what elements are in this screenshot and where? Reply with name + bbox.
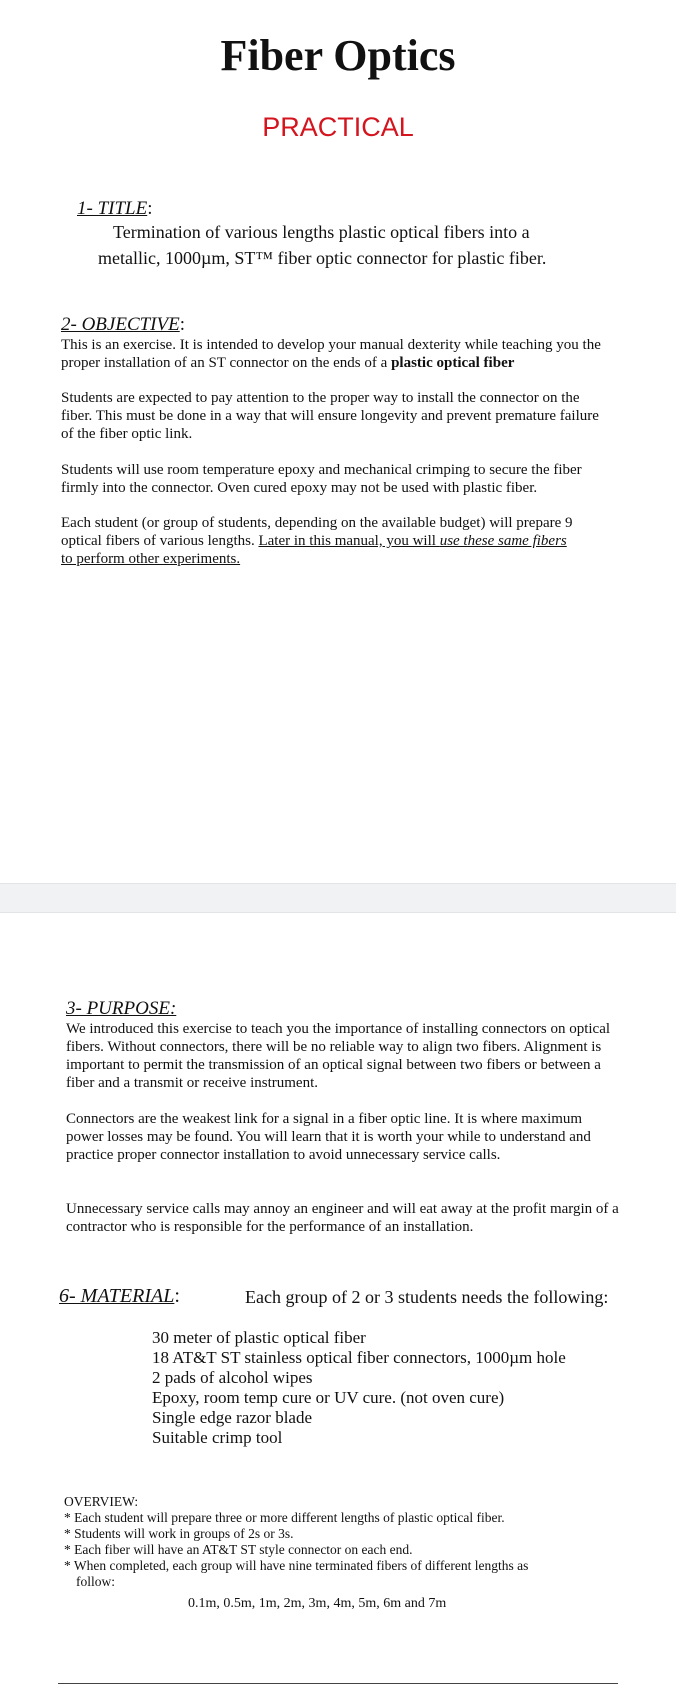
page-break [0,883,676,913]
objective-p4-underlined-2: to perform other experiments. [61,551,241,567]
overview-item: * When completed, each group will have nine terminated fibers of different lengths as [64,1558,529,1573]
material-item: 30 meter of plastic optical fiber [152,1328,366,1347]
purpose-paragraph-1: We introduced this exercise to teach you the importance of installing connectors on optical fibers. Without connectors, there will be no reliable way to align two fibers. Alignment is important to permit the transmission of an optical signal between two fibers or between a fiber and a transmit or receive instrument. [66,1021,611,1091]
page-title: Fiber Optics [220,31,456,80]
overview-item: * Each student will prepare three or more different lengths of plastic optical fiber. [64,1510,505,1525]
objective-p1-bold: plastic optical fiber [391,355,515,371]
purpose-paragraph-3: Unnecessary service calls may annoy an engineer and will eat away at the profit margin of a contractor who is responsible for the performance of an installation. [66,1201,619,1235]
section2-heading: 2- OBJECTIVE [61,314,180,335]
objective-paragraph-2: Students are expected to pay attention to the proper way to install the connector on the fiber. This must be done in a way that will ensure longevity and prevent premature failure of the fiber optic link. [61,390,599,442]
material-item: Suitable crimp tool [152,1428,283,1447]
section3-heading: 3- PURPOSE: [66,998,177,1019]
objective-p4-italic: use these same fibers [439,533,567,549]
section3-heading-wrap [66,998,176,1020]
bottom-rule [58,1683,618,1684]
material-item: Epoxy, room temp cure or UV cure. (not oven cure) [152,1388,505,1407]
material-item: 2 pads of alcohol wipes [152,1368,313,1387]
material-item: Single edge razor blade [152,1408,313,1427]
section1-heading-wrap: 1- TITLE: [77,198,153,219]
overview-block [64,1494,528,1590]
section2-heading-wrap: 2- OBJECTIVE: [61,314,186,335]
objective-paragraph-4 [61,514,611,568]
material-list [152,1328,566,1448]
objective-paragraph-1 [61,336,606,372]
section1-line2: metallic, 1000µm, ST™ fiber optic connector for plastic fiber. [98,248,547,268]
purpose-paragraph-2: Connectors are the weakest link for a signal in a fiber optic line. It is where maximum power losses may be found. You will learn that it is worth your while to understand and practice proper connector installation to avoid unnecessary service calls. [66,1111,591,1163]
section6-heading-wrap: 6- MATERIAL: [59,1285,180,1307]
objective-paragraph-3: Students will use room temperature epoxy and mechanical crimping to secure the fiber firmly into the connector. Oven cured epoxy may not be used with plastic fiber. [61,462,582,496]
page-subtitle: PRACTICAL [262,112,414,142]
overview-item: * Each fiber will have an AT&T ST style connector on each end. [64,1542,413,1557]
section1-heading: 1- TITLE [77,198,148,219]
material-intro: Each group of 2 or 3 students needs the following: [245,1287,609,1307]
overview-item: * Students will work in groups of 2s or 3s. [64,1526,294,1541]
material-item: 18 AT&T ST stainless optical fiber connectors, 1000µm hole [152,1348,566,1367]
objective-p1-text: This is an exercise. It is intended to develop your manual dexterity while teaching you the proper installation of an ST connector on the ends of a [61,337,601,371]
objective-p4-underlined: Later in this manual, you will [258,533,440,549]
overview-continuation: follow: [76,1574,115,1589]
objective-p4-text: Each student (or group of students, depending on the available budget) will prepare 9 optical fibers of various lengths. [61,515,573,549]
overview-heading: OVERVIEW: [64,1494,139,1509]
section1-line1: Termination of various lengths plastic optical fibers into a [113,222,530,242]
fiber-lengths: 0.1m, 0.5m, 1m, 2m, 3m, 4m, 5m, 6m and 7m [188,1596,447,1611]
section6-heading: 6- MATERIAL [59,1285,175,1307]
